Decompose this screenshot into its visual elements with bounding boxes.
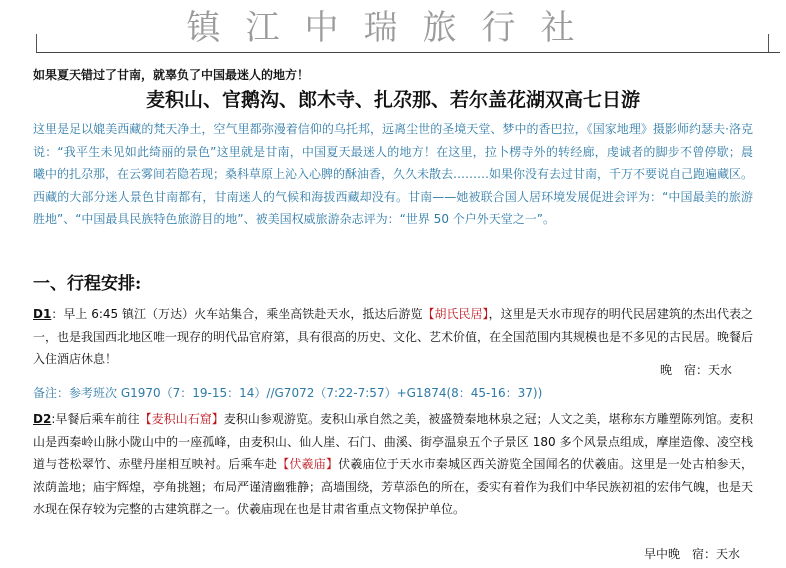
day-text: :早餐后乘车前往: [51, 412, 140, 426]
day-1-paragraph: [33, 303, 753, 371]
attraction-highlight: 【胡氏民居】: [422, 307, 489, 321]
company-name: 镇江中瑞旅行社: [186, 8, 600, 48]
attraction-highlight: 【伏羲庙】: [277, 457, 339, 471]
attraction-highlight: 【麦积山石窟】: [139, 412, 224, 426]
day-1-lodging: 晚 宿：天水: [660, 363, 733, 377]
intro-paragraph: 这里是足以媲美西藏的梵天净土，空气里都弥漫着信仰的乌托邦，远离尘世的圣境天堂、梦中的香巴拉，《国家地理》摄影师约瑟夫·洛克说：“我平生未见如此绮丽的景色”这里就是甘南，中国夏天最迷人的地方！在这里，拉卜楞寺外的转经廊，虔诚者的脚步不曾停歇；晨曦中的扎尕那，在云雾间若隐若现；桑科草原上沁入心脾的酥油香，久久未散去………如果你没有去过甘南，千万不要说自己跑遍藏区。西藏的大部分迷人景色甘南都有，甘南迷人的气候和海拔西藏却没有。甘南——她被联合国人居环境发展促进会评为：“中国最美的旅游胜地”、“中国最具民族特色旅游目的地”、被美国权威旅游杂志评为：“世界 50 个户外天堂之一”。: [33, 122, 754, 226]
day-1-train-note: 备注：参考班次 G1970（7：19-15：14）//G7072（7:22-7:57）+G1874(8：45-16：37)): [33, 386, 543, 400]
day-label: D1: [33, 307, 52, 321]
header-rule: [36, 52, 780, 53]
day-text: 麦积山参观游览。麦积山承自然之美，被盛赞秦地林泉之冠；人文之美，堪称东方雕塑陈列馆。麦积山是西秦岭山脉小陇山中的一座孤峰，由麦积山、仙人崖、石门、曲溪、街亭温泉五个子景区 180 多个风景点组成，摩崖造像、凌空栈道与苍松翠竹、赤壁丹崖相互映衬。后乘车赴: [33, 412, 753, 471]
day-text: ，这里是天水市现存的明代民居建筑的杰出代表之一，也是我国西北地区唯一现存的明代品官府第，具有很高的历史、文化、艺术价值，在全国范围内其规模也是不多见的古民居。晚餐后入住酒店休息！: [33, 307, 754, 366]
day-text: ：早上 6:45 镇江（万达）火车站集合，乘坐高铁赴天水，抵达后游览: [51, 307, 423, 321]
corner-mark-left: [36, 34, 37, 52]
tour-title: 麦积山、官鹅沟、郎木寺、扎尕那、若尔盖花湖双高七日游: [145, 89, 640, 111]
section-heading-itinerary: 一、行程安排:: [33, 274, 142, 294]
day-label: D2: [33, 412, 52, 426]
day-2-lodging: 早中晚 宿：天水: [644, 547, 741, 561]
tagline: 如果夏天错过了甘南，就辜负了中国最迷人的地方！: [33, 68, 310, 82]
corner-mark-right: [768, 34, 769, 52]
day-text: 伏羲庙位于天水市秦城区西关游览全国闻名的伏羲庙。这里是一处古柏参天，浓荫盖地；庙宇辉煌，亭角挑翘；布局严谨清幽雅静；高墙围绕，芳草添色的所在，委实有着作为我们中华民族初祖的宏伟气魄，也是天水现在保存较为完整的古建筑群之一。伏羲庙现在也是甘肃省重点文物保护单位。: [33, 457, 754, 516]
day-2-paragraph: [33, 408, 753, 521]
